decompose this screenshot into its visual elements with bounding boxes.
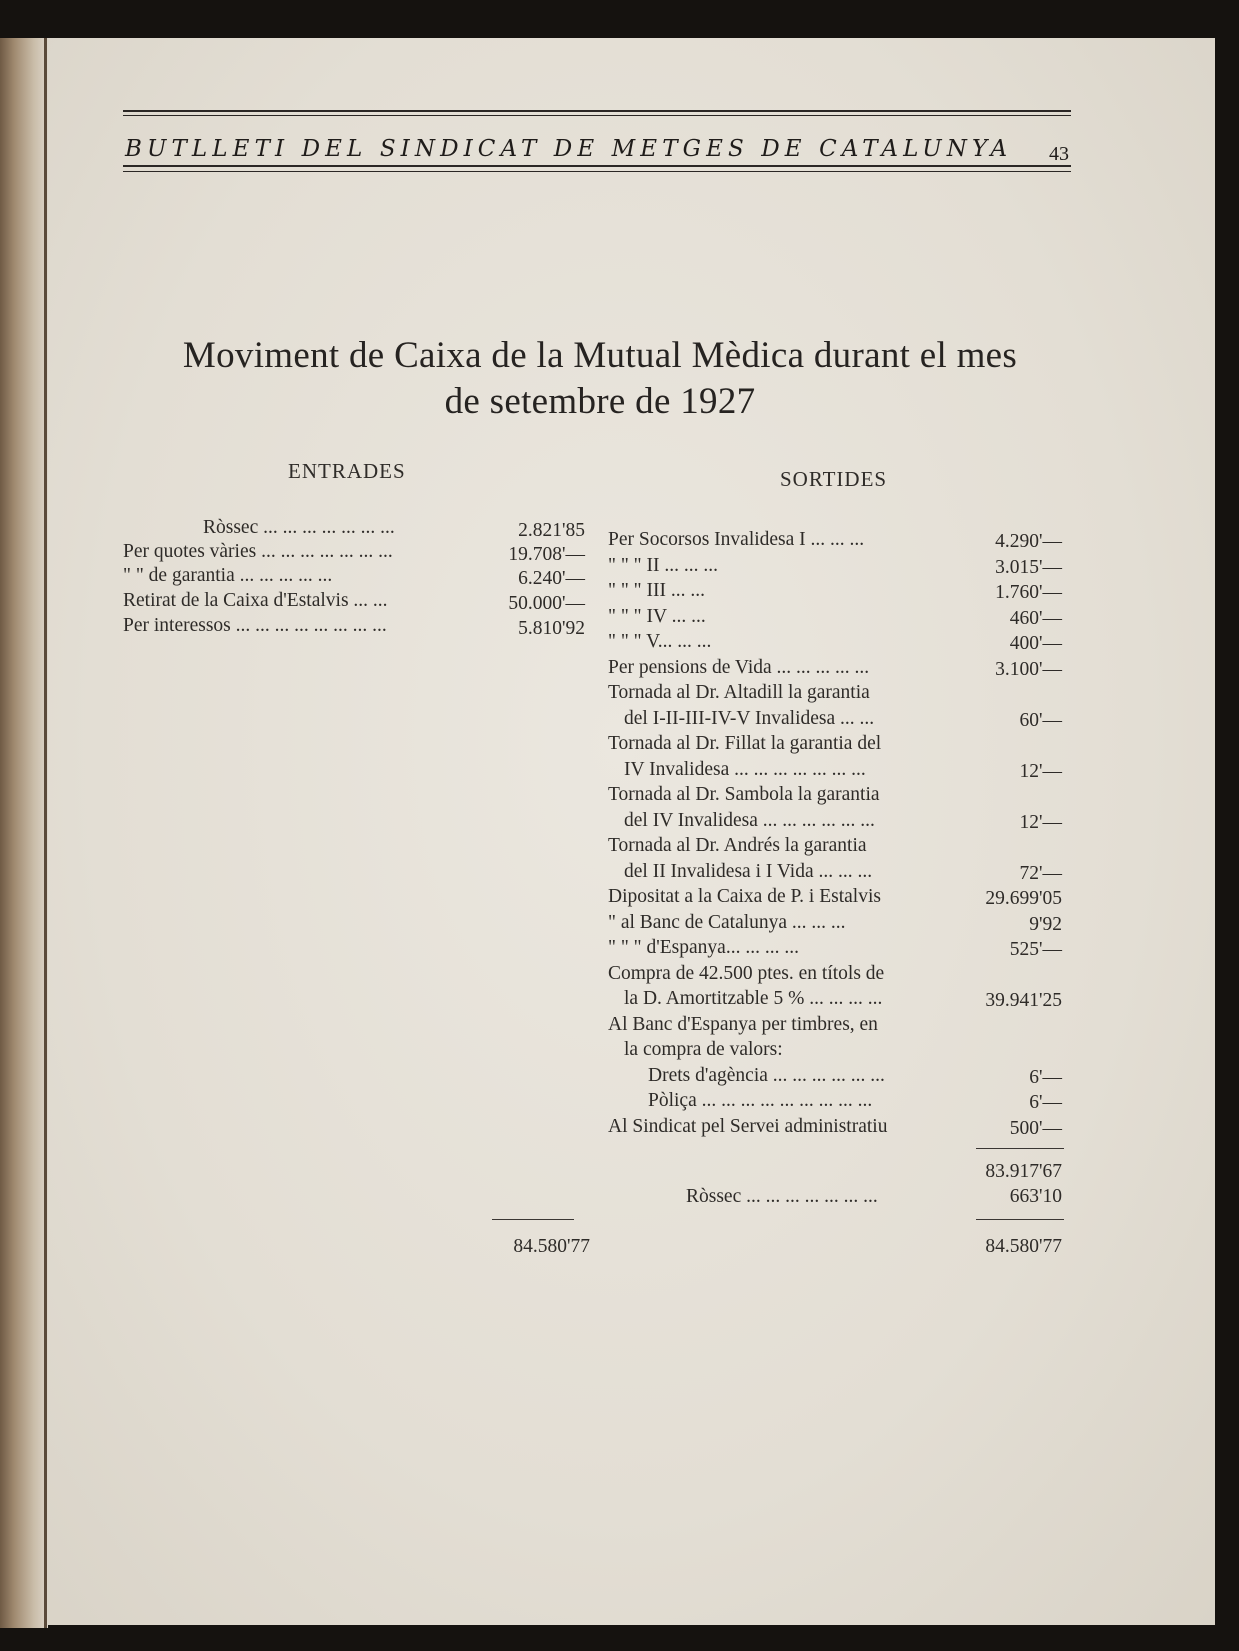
sortides-row-label: Dipositat a la Caixa de P. i Estalvis	[608, 886, 881, 907]
sortides-row-label: Tornada al Dr. Altadill la garantia	[608, 682, 870, 703]
sortides-row-value: 6'—	[1029, 1066, 1062, 1088]
sortides-row-label: del I-II-III-IV-V Invalidesa ... ...	[624, 707, 875, 729]
sortides-row-value: 3.015'—	[995, 556, 1062, 578]
sortides-row-label: Drets d'agència ... ... ... ... ... ...	[648, 1064, 885, 1086]
sortides-row-label: " al Banc de Catalunya ... ... ...	[608, 911, 846, 933]
sortides-rossec-label: Ròssec ... ... ... ... ... ... ...	[686, 1186, 878, 1207]
entrades-row-label: Per interessos ... ... ... ... ... ... ... ...	[123, 615, 387, 636]
entrades-total: 84.580'77	[513, 1236, 590, 1257]
journal-name: BUTLLETI DEL SINDICAT DE METGES DE CATALUNYA	[125, 136, 1013, 162]
sortides-row-value: 29.699'05	[985, 888, 1062, 909]
entrades-row-value: 5.810'92	[518, 618, 585, 639]
header-rule-top-thin	[123, 115, 1071, 116]
sortides-row-value: 12'—	[1019, 811, 1062, 833]
sortides-row-label: " " " II ... ... ...	[608, 554, 718, 576]
sortides-subtotal-rule	[976, 1148, 1064, 1149]
sortides-row-label: Al Sindicat pel Servei administratiu	[608, 1115, 888, 1137]
sortides-row-label: " " " III ... ...	[608, 580, 705, 601]
scan-border-right	[1215, 0, 1239, 1651]
entrades-total-rule	[492, 1219, 574, 1220]
sortides-row-label: " " " V... ... ...	[608, 631, 712, 652]
sortides-row-label: Tornada al Dr. Fillat la garantia del	[608, 733, 882, 754]
sortides-row-label: Compra de 42.500 ptes. en títols de	[608, 962, 885, 984]
header-rule-bottom-thin	[123, 171, 1071, 172]
entrades-heading: ENTRADES	[288, 459, 406, 483]
running-header	[123, 110, 1071, 184]
entrades-row-value: 50.000'—	[508, 593, 585, 614]
sortides-row-label: del IV Invalidesa ... ... ... ... ... ...	[624, 809, 875, 831]
sortides-row-value: 9'92	[1029, 913, 1062, 935]
header-rule-top	[123, 110, 1071, 112]
book-spine	[0, 38, 48, 1628]
scan-border-top	[0, 0, 1239, 38]
sortides-row-value: 525'—	[1009, 939, 1062, 960]
sortides-row-value: 1.760'—	[995, 582, 1062, 603]
sortides-row-label: la D. Amortitzable 5 % ... ... ... ...	[624, 988, 883, 1009]
page-title-line1: Moviment de Caixa de la Mutual Mèdica durant el mes	[182, 335, 1018, 376]
header-rule-bottom	[123, 165, 1071, 167]
entrades-row-label: " " de garantia ... ... ... ... ...	[123, 565, 333, 586]
entrades-row-label: Retirat de la Caixa d'Estalvis ... ...	[123, 590, 388, 611]
entrades-row-value: 6.240'—	[518, 568, 585, 589]
sortides-row-label: la compra de valors:	[624, 1039, 783, 1060]
sortides-row-value: 72'—	[1019, 862, 1062, 884]
sortides-row-label: " " " d'Espanya... ... ... ...	[608, 937, 799, 958]
sortides-heading: SORTIDES	[780, 467, 888, 491]
sortides-row-label: del II Invalidesa i I Vida ... ... ...	[624, 860, 873, 882]
entrades-row-label: Ròssec ... ... ... ... ... ... ...	[203, 517, 395, 538]
sortides-row-value: 500'—	[1009, 1117, 1062, 1139]
sortides-row-label: Tornada al Dr. Sambola la garantia	[608, 784, 880, 805]
page-number: 43	[1049, 143, 1069, 165]
sortides-row-value: 3.100'—	[995, 658, 1062, 680]
sortides-row-value: 60'—	[1019, 709, 1062, 731]
scan-border-bottom	[0, 1625, 1239, 1651]
sortides-row-label: Tornada al Dr. Andrés la garantia	[608, 835, 867, 856]
entrades-row-label: Per quotes vàries ... ... ... ... ... ... ...	[123, 541, 393, 562]
sortides-row-label: " " " IV ... ...	[608, 605, 706, 627]
page-title-line2: de setembre de 1927	[444, 381, 756, 422]
sortides-total: 84.580'77	[985, 1236, 1062, 1257]
sortides-row-value: 39.941'25	[985, 990, 1062, 1011]
sortides-row-value: 4.290'—	[995, 531, 1062, 552]
sortides-row-label: Per pensions de Vida ... ... ... ... ...	[608, 656, 870, 678]
sortides-total-rule	[976, 1219, 1064, 1220]
sortides-row-value: 12'—	[1019, 760, 1062, 782]
sortides-subtotal: 83.917'67	[985, 1161, 1062, 1182]
sortides-row-label: IV Invalidesa ... ... ... ... ... ... ...	[624, 758, 866, 780]
sortides-row-label: Pòliça ... ... ... ... ... ... ... ... ...	[648, 1090, 873, 1111]
entrades-row-value: 2.821'85	[518, 520, 585, 541]
sortides-row-label: Al Banc d'Espanya per timbres, en	[608, 1013, 878, 1035]
sortides-row-label: Per Socorsos Invalidesa I ... ... ...	[608, 529, 865, 550]
sortides-row-value: 6'—	[1029, 1092, 1062, 1113]
sortides-rossec-value: 663'10	[1009, 1186, 1062, 1207]
spine-edge	[44, 38, 47, 1628]
sortides-row-value: 400'—	[1009, 633, 1062, 654]
entrades-row-value: 19.708'—	[508, 544, 585, 565]
sortides-row-value: 460'—	[1009, 607, 1062, 629]
